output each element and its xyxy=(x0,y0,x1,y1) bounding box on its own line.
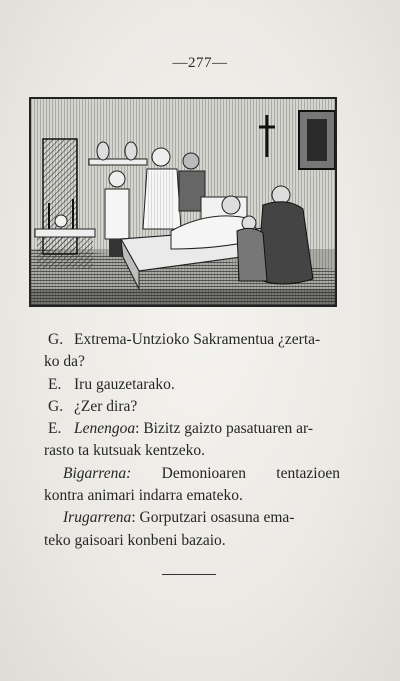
question-text: ko da? xyxy=(44,353,85,371)
engraving-illustration xyxy=(29,97,337,307)
answer-line xyxy=(44,374,340,396)
term-third: Irugarrena xyxy=(63,509,132,527)
answer-text: teko gaisoari konbeni bazaio. xyxy=(44,531,226,549)
sickbed-scene-engraving xyxy=(31,99,335,305)
answer-text: rasto ta kutsuak kentzeko. xyxy=(44,442,205,460)
third-item-continued xyxy=(44,530,340,552)
term-second: Bigarrena: xyxy=(63,464,132,482)
speaker-label: G. xyxy=(48,397,64,415)
catechism-text xyxy=(44,329,340,552)
question-text: Extrema-Untzioko Sakramentua ¿zerta- xyxy=(74,331,321,348)
answer-word: Demonioaren xyxy=(161,464,246,482)
question-line xyxy=(44,329,340,351)
question-line-continued xyxy=(44,351,340,373)
answer-line xyxy=(44,418,340,440)
second-item-line xyxy=(44,463,340,485)
speaker-label: E. xyxy=(48,375,62,393)
speaker-label: G. xyxy=(48,331,64,348)
section-divider xyxy=(162,574,216,575)
answer-line-continued xyxy=(44,440,340,462)
term-first: Lenengoa xyxy=(74,420,136,438)
answer-text: Iru gauzetarako. xyxy=(74,375,175,393)
answer-text: kontra animari indarra emateko. xyxy=(44,487,243,505)
answer-text: : Gorputzari osasuna ema- xyxy=(131,509,295,527)
answer-text: : Bizitz gaizto pasatuaren ar- xyxy=(135,420,313,438)
question-line xyxy=(44,396,340,418)
answer-word: tentazioen xyxy=(276,464,340,482)
speaker-label: E. xyxy=(48,420,62,438)
second-item-continued xyxy=(44,485,340,507)
page-number: —277— xyxy=(172,55,228,71)
third-item-line xyxy=(44,507,340,529)
question-text: ¿Zer dira? xyxy=(74,397,138,415)
